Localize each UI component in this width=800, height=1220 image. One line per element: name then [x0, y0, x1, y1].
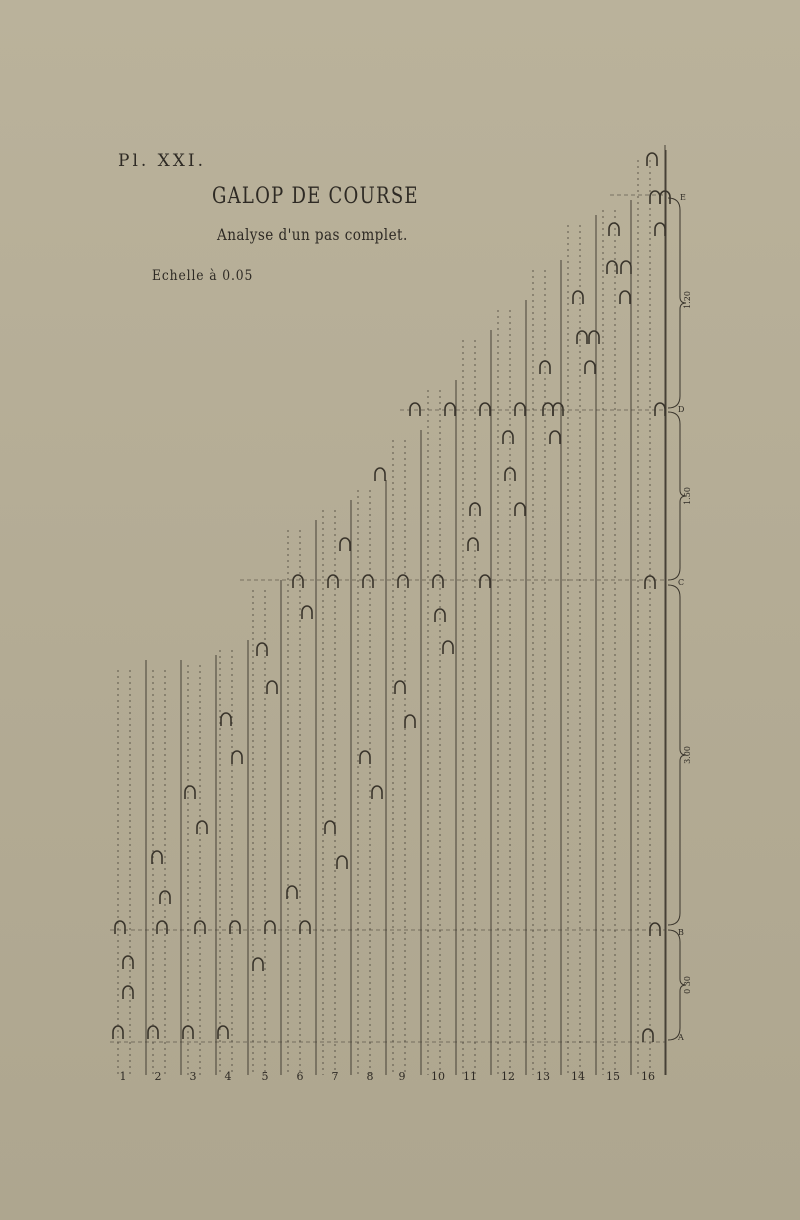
horseshoe-icon	[267, 681, 277, 694]
plate-number: Pl. XXI.	[118, 151, 207, 171]
horseshoe-icon	[375, 468, 385, 481]
distance-label: 3.00	[683, 746, 692, 764]
phase-number-label: 10	[431, 1070, 445, 1083]
level-letter: A	[678, 1033, 684, 1042]
distance-label: 0 30	[683, 976, 692, 994]
horseshoe-icon	[643, 1029, 653, 1042]
horseshoe-icon	[410, 403, 420, 416]
horseshoe-icon	[115, 921, 125, 934]
horseshoe-icon	[585, 361, 595, 374]
horseshoe-icon	[253, 958, 263, 971]
horseshoe-icon	[503, 431, 513, 444]
horseshoe-icon	[218, 1026, 228, 1039]
horseshoe-icon	[433, 575, 443, 588]
level-letter: C	[678, 578, 685, 587]
phase-number-label: 6	[296, 1070, 304, 1083]
horseshoe-icon	[398, 575, 408, 588]
horseshoe-icon	[435, 609, 445, 622]
horseshoe-icon	[515, 503, 525, 516]
diagram-subtitle: Analyse d'un pas complet.	[217, 225, 408, 244]
horseshoe-icon	[372, 786, 382, 799]
horseshoe-icon	[468, 538, 478, 551]
horseshoe-icon	[287, 886, 297, 899]
phase-number-label: 14	[571, 1070, 585, 1083]
horseshoe-icon	[232, 751, 242, 764]
horseshoe-icon	[445, 403, 455, 416]
horseshoe-icon	[589, 331, 599, 344]
horseshoe-icon	[185, 786, 195, 799]
horseshoe-icon	[577, 331, 587, 344]
phase-number-label: 16	[641, 1070, 655, 1083]
horseshoe-icon	[543, 403, 553, 416]
horseshoe-icon	[480, 575, 490, 588]
horseshoe-icon	[197, 821, 207, 834]
phase-number-label: 12	[501, 1070, 515, 1083]
horseshoe-icon	[123, 956, 133, 969]
horseshoe-icon	[480, 403, 490, 416]
horseshoe-icon	[573, 291, 583, 304]
phase-number-label: 2	[154, 1070, 162, 1083]
phase-number-label: 11	[463, 1070, 477, 1083]
scale-note: Echelle à 0.05	[152, 268, 254, 284]
phase-number-label: 7	[331, 1070, 339, 1083]
horseshoe-icon	[337, 856, 347, 869]
horseshoe-icon	[230, 921, 240, 934]
phase-number-label: 8	[366, 1070, 374, 1083]
horseshoe-icon	[621, 261, 631, 274]
phase-number-label: 13	[536, 1070, 550, 1083]
horseshoe-icon	[655, 223, 665, 236]
horseshoe-icon	[443, 641, 453, 654]
horseshoe-icon	[609, 223, 619, 236]
horseshoe-icon	[515, 403, 525, 416]
level-letter: B	[678, 928, 684, 937]
horseshoe-icon	[328, 575, 338, 588]
horseshoe-icon	[655, 403, 665, 416]
distance-label: 1.50	[683, 487, 692, 505]
level-letter: D	[678, 405, 685, 414]
horseshoe-icon	[265, 921, 275, 934]
horseshoe-icon	[647, 153, 657, 166]
diagram-title: GALOP DE COURSE	[212, 184, 419, 209]
level-letter: E	[680, 193, 686, 202]
horseshoe-icon	[550, 431, 560, 444]
horseshoe-icon	[195, 921, 205, 934]
phase-number-label: 3	[189, 1070, 197, 1083]
horseshoe-icon	[607, 261, 617, 274]
horseshoe-icon	[257, 643, 267, 656]
phase-number-label: 9	[398, 1070, 406, 1083]
horseshoe-icon	[405, 715, 415, 728]
horseshoe-icon	[395, 681, 405, 694]
horseshoe-icon	[620, 291, 630, 304]
phase-number-label: 1	[119, 1070, 127, 1083]
horseshoe-icon	[300, 921, 310, 934]
horseshoe-icon	[325, 821, 335, 834]
horseshoe-icon	[650, 923, 660, 936]
horseshoe-icon	[650, 191, 660, 204]
horseshoe-icon	[340, 538, 350, 551]
horseshoe-icon	[293, 575, 303, 588]
horseshoe-icon	[302, 606, 312, 619]
phase-number-label: 15	[606, 1070, 620, 1083]
horseshoe-icon	[152, 851, 162, 864]
horseshoe-icon	[360, 751, 370, 764]
horseshoe-icon	[157, 921, 167, 934]
horseshoe-icon	[553, 403, 563, 416]
horseshoe-icon	[221, 713, 231, 726]
horseshoe-icon	[123, 986, 133, 999]
horseshoe-icon	[363, 575, 373, 588]
distance-label: 1.20	[683, 291, 692, 309]
phase-number-label: 5	[261, 1070, 269, 1083]
phase-number-label: 4	[224, 1070, 232, 1083]
